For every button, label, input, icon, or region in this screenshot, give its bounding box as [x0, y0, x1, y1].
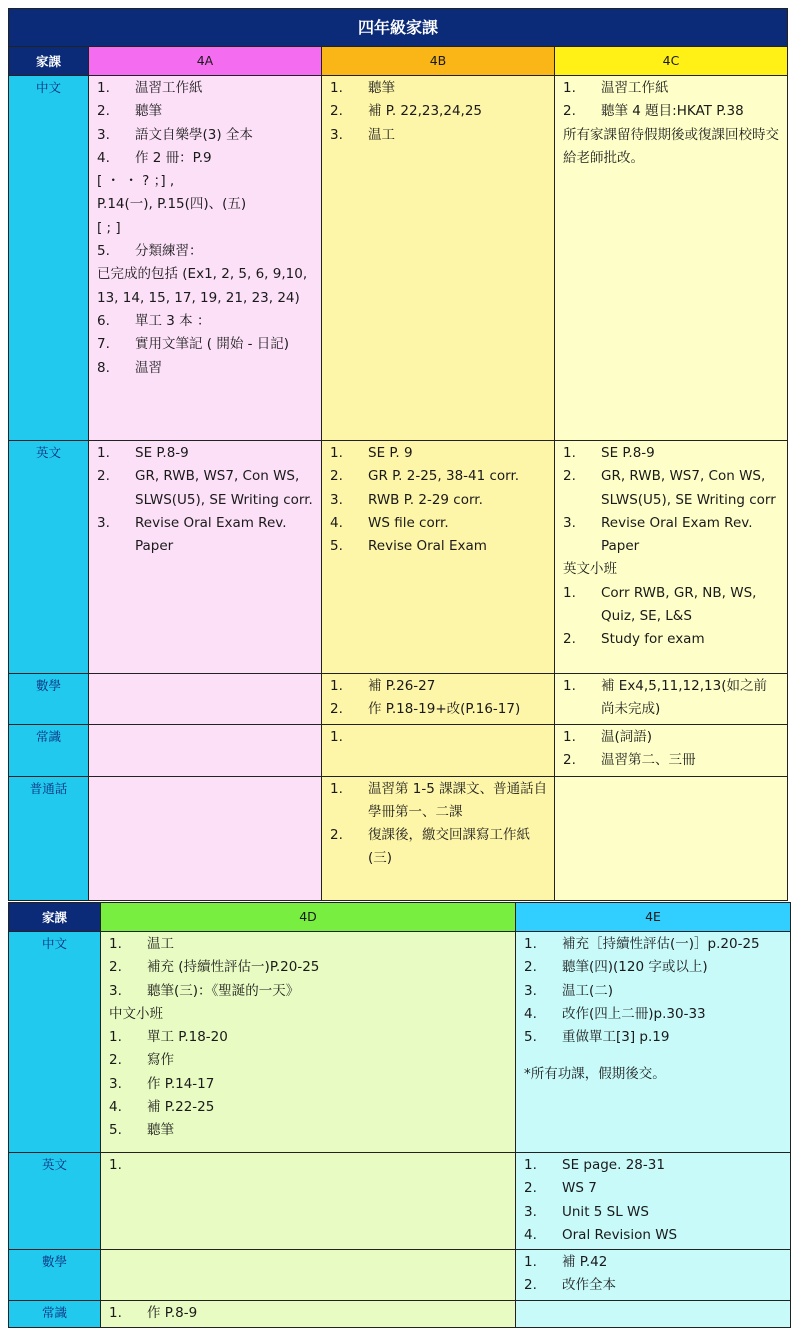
item-text: Study for exam [601, 631, 705, 648]
item-text: 温習第二、三冊 [601, 751, 696, 768]
item-number: 4. [330, 514, 343, 531]
item-text: 温工 [368, 126, 395, 143]
item-number: 5. [97, 243, 110, 260]
homework-cell [516, 932, 790, 1089]
item-number: 1. [563, 678, 576, 694]
item-text: 聽筆 [135, 103, 162, 120]
item-text: 温工 [147, 936, 174, 952]
item-text: 温(詞語) [601, 728, 653, 745]
homework-cell [89, 441, 321, 560]
homework-cell [89, 777, 321, 780]
item-text: 語文自樂學(3) 全本 [135, 126, 253, 143]
homework-item [109, 1073, 511, 1096]
item-text: GR, RWB, WS7, Con WS, SLWS(U5), SE Writing corr [601, 468, 776, 508]
homework-note: P.14(一), P.15(四)、(五) [97, 196, 247, 213]
homework-item [330, 442, 550, 465]
homework-cell [322, 777, 554, 873]
item-number: 4. [524, 1226, 537, 1243]
item-text: 温習 [135, 359, 162, 376]
item-text: 單工 P.18-20 [147, 1029, 228, 1046]
homework-item [563, 749, 783, 772]
item-number: 2. [97, 468, 110, 485]
item-number: 1. [330, 445, 343, 461]
homework-item [563, 628, 783, 651]
homework-item [524, 980, 786, 1003]
homework-item [330, 675, 550, 698]
item-text: SE page. 28-31 [562, 1157, 665, 1173]
homework-note: [ ; ] [97, 219, 121, 236]
item-number: 4. [524, 1005, 537, 1022]
item-number: 1. [330, 728, 343, 745]
item-text: 作 P.8-9 [147, 1304, 198, 1321]
item-number: 1. [563, 80, 576, 96]
homework-item [524, 1026, 786, 1049]
homework-item [563, 465, 783, 512]
item-text: 補 P.22-25 [147, 1099, 215, 1116]
homework-note: 英文小班 [563, 561, 617, 578]
homework-item [109, 1049, 511, 1072]
homework-item [97, 512, 317, 559]
homework-note: *所有功課，假期後交。 [524, 1066, 666, 1083]
item-number: 1. [524, 1254, 537, 1271]
item-text: SE P.8-9 [135, 445, 189, 461]
homework-item [330, 535, 550, 558]
subject-label: 常識 [9, 1300, 101, 1327]
homework-item [524, 1251, 786, 1274]
homework-note: [ ・ ・ ? ；] , [97, 173, 175, 190]
item-text: Corr RWB, GR, NB, WS, Quiz, SE, L&S [601, 584, 757, 625]
item-text: GR P. 2-25, 38-41 corr. [368, 468, 520, 485]
item-text: 聽筆(四)(120 字或以上) [562, 959, 708, 976]
item-number: 1. [330, 780, 343, 797]
item-number: 1. [330, 80, 343, 96]
homework-note: 已完成的包括 (Ex1, 2, 5, 6, 9,10, 13, 14, 15, 17, 19, 21, 23, 24) [97, 266, 308, 306]
homework-item [524, 1274, 786, 1297]
item-number: 1. [97, 445, 110, 461]
homework-item [97, 310, 317, 333]
homework-item [97, 357, 317, 380]
item-text: 改作(四上二冊)p.30-33 [562, 1005, 706, 1022]
class-header-4d: 4D [101, 903, 516, 932]
homework-item [109, 1154, 511, 1177]
item-text: 補 P.42 [562, 1254, 608, 1271]
item-number: 2. [524, 959, 537, 976]
item-text [368, 726, 550, 749]
item-text: 寫作 [147, 1052, 174, 1069]
subject-label: 英文 [9, 1153, 101, 1250]
item-number: 4. [97, 149, 110, 166]
item-text: 分類練習： [135, 243, 203, 260]
homework-item [330, 512, 550, 535]
homework-item [97, 100, 317, 123]
item-number: 1. [330, 678, 343, 694]
homework-table-top [8, 8, 788, 901]
subject-label: 數學 [9, 674, 89, 725]
homework-cell [322, 674, 554, 724]
homework-item [563, 582, 783, 629]
subject-label: 英文 [9, 441, 89, 674]
homework-cell [555, 725, 787, 775]
item-text: GR, RWB, WS7, Con WS, SLWS(U5), SE Writing corr. [135, 468, 313, 508]
homework-cell [516, 1301, 790, 1304]
item-number: 2. [97, 103, 110, 120]
homework-item [524, 1201, 786, 1224]
homework-item [97, 240, 317, 263]
item-number: 2. [330, 827, 343, 844]
homework-item [563, 442, 783, 465]
homework-cell [516, 1250, 790, 1300]
item-number: 3. [109, 1075, 122, 1092]
item-number: 1. [524, 936, 537, 952]
homework-cell [101, 1250, 515, 1253]
item-number: 8. [97, 359, 110, 376]
item-number: 4. [109, 1099, 122, 1116]
item-number: 1. [524, 1157, 537, 1173]
item-text: Revise Oral Exam Rev. Paper [601, 514, 753, 555]
item-number: 3. [330, 491, 343, 508]
homework-item [563, 726, 783, 749]
homework-item [109, 1026, 511, 1049]
item-number: 2. [330, 701, 343, 718]
homework-item [97, 124, 317, 147]
subject-label: 數學 [9, 1250, 101, 1301]
item-number: 1. [563, 728, 576, 745]
homework-item [563, 77, 783, 100]
homework-item [330, 124, 550, 147]
homework-cell [89, 76, 321, 382]
item-text: 聽筆 4 題目:HKAT P.38 [601, 103, 744, 120]
class-header-4c: 4C [555, 47, 788, 76]
item-text: 作 P.18-19+改(P.16-17) [368, 701, 521, 718]
homework-note: 所有家課留待假期後或復課回校時交給老師批改。 [563, 126, 779, 166]
item-text: WS 7 [562, 1180, 597, 1197]
item-number: 7. [97, 336, 110, 353]
item-text: SE P. 9 [368, 445, 413, 461]
homework-cell [555, 777, 787, 780]
item-number: 2. [524, 1180, 537, 1197]
item-number: 3. [524, 1203, 537, 1220]
homework-item [97, 147, 317, 170]
homework-item [109, 980, 511, 1003]
homework-cell [555, 674, 787, 724]
homework-item [563, 512, 783, 559]
homework-item [330, 100, 550, 123]
item-number: 2. [524, 1277, 537, 1294]
homework-item [563, 100, 783, 123]
homework-cell [89, 674, 321, 677]
homework-cell [101, 1301, 515, 1327]
item-text: 温習工作紙 [601, 80, 669, 96]
item-number: 2. [563, 468, 576, 485]
homework-item [563, 675, 783, 722]
item-text: 補 Ex4,5,11,12,13(如之前 尚未完成) [601, 678, 767, 718]
item-number: 3. [97, 126, 110, 143]
homework-cell [516, 1153, 790, 1249]
page-title: 四年級家課 [9, 9, 788, 47]
item-number: 2. [109, 1052, 122, 1069]
item-text: 單工 3 本 ： [135, 312, 211, 329]
item-number: 2. [563, 751, 576, 768]
item-number: 1. [109, 1029, 122, 1046]
item-number: 5. [524, 1029, 537, 1046]
homework-item [330, 77, 550, 100]
homework-item [109, 956, 511, 979]
item-text: Oral Revision WS [562, 1226, 678, 1243]
homework-item [524, 1003, 786, 1026]
item-number: 1. [97, 80, 110, 96]
homework-item [97, 333, 317, 356]
item-text: 改作全本 [562, 1277, 616, 1294]
item-number: 2. [109, 959, 122, 976]
subject-label: 中文 [9, 76, 89, 441]
item-text: 作 2 冊：P.9 [135, 149, 212, 166]
item-text: 實用文筆記 ( 開始 - 日記) [135, 336, 290, 353]
homework-cell [101, 932, 515, 1145]
item-text [147, 1154, 511, 1177]
item-text: 聽筆(三)：《聖誕的一天》 [147, 982, 300, 999]
item-text: 補充 (持續性評估一)P.20-25 [147, 959, 320, 976]
item-number: 1. [563, 584, 576, 601]
item-text: 温習第 1-5 課課文、普通話自學冊第一、二課 [368, 780, 548, 820]
item-number: 2. [330, 468, 343, 485]
item-text: 補 P. 22,23,24,25 [368, 103, 482, 120]
item-text: 補 P.26-27 [368, 678, 436, 694]
item-text: 温工(二) [562, 982, 614, 999]
homework-note: 中文小班 [109, 1005, 163, 1022]
spacer [524, 1049, 786, 1063]
item-text: SE P.8-9 [601, 445, 655, 461]
item-text: WS file corr. [368, 514, 449, 531]
item-number: 2. [330, 103, 343, 120]
header-label: 家課 [9, 903, 101, 932]
subject-label: 普通話 [9, 776, 89, 900]
homework-item [109, 933, 511, 956]
homework-item [524, 956, 786, 979]
item-number: 3. [524, 982, 537, 999]
item-text: Unit 5 SL WS [562, 1203, 649, 1220]
homework-item [109, 1096, 511, 1119]
item-number: 3. [109, 982, 122, 999]
homework-cell [322, 441, 554, 560]
homework-item [97, 465, 317, 512]
homework-cell [555, 76, 787, 172]
item-number: 6. [97, 312, 110, 329]
homework-item [330, 824, 550, 871]
item-number: 3. [330, 126, 343, 143]
item-text: 復課後，繳交回課寫工作紙(三) [368, 827, 530, 867]
class-header-4e: 4E [516, 903, 791, 932]
item-number: 1. [109, 1157, 122, 1173]
item-text: Revise Oral Exam [368, 538, 487, 555]
homework-item [524, 1154, 786, 1177]
homework-item [330, 465, 550, 488]
item-number: 1. [563, 445, 576, 461]
item-number: 5. [109, 1122, 122, 1139]
item-number: 2. [563, 103, 576, 120]
homework-item [330, 698, 550, 721]
item-text: 温習工作紙 [135, 80, 203, 96]
homework-cell [89, 725, 321, 728]
item-number: 3. [563, 514, 576, 531]
homework-item [330, 778, 550, 825]
subject-label: 常識 [9, 724, 89, 776]
class-header-4b: 4B [322, 47, 555, 76]
homework-cell [101, 1153, 515, 1179]
homework-item [524, 933, 786, 956]
item-text: 聽筆 [147, 1122, 174, 1139]
homework-item [330, 726, 550, 749]
homework-cell [322, 725, 554, 751]
item-number: 1. [109, 936, 122, 952]
homework-item [109, 1302, 511, 1325]
item-text: 補充［持續性評估(一)］p.20-25 [562, 936, 760, 952]
homework-item [97, 442, 317, 465]
homework-item [524, 1177, 786, 1200]
item-text: 作 P.14-17 [147, 1075, 215, 1092]
item-number: 2. [563, 631, 576, 648]
homework-item [109, 1119, 511, 1142]
item-number: 3. [97, 514, 110, 531]
item-number: 5. [330, 538, 343, 555]
homework-item [524, 1224, 786, 1247]
header-label: 家課 [9, 47, 89, 76]
item-number: 1. [109, 1304, 122, 1321]
item-text: 重做單工[3] p.19 [562, 1029, 670, 1046]
item-text: RWB P. 2-29 corr. [368, 491, 483, 508]
item-text: Revise Oral Exam Rev. Paper [135, 514, 287, 555]
homework-cell [555, 441, 787, 654]
class-header-4a: 4A [89, 47, 322, 76]
homework-item [330, 489, 550, 512]
item-text: 聽筆 [368, 80, 395, 96]
homework-item [97, 77, 317, 100]
homework-table-bottom [8, 902, 791, 1328]
homework-cell [322, 76, 554, 149]
subject-label: 中文 [9, 932, 101, 1153]
